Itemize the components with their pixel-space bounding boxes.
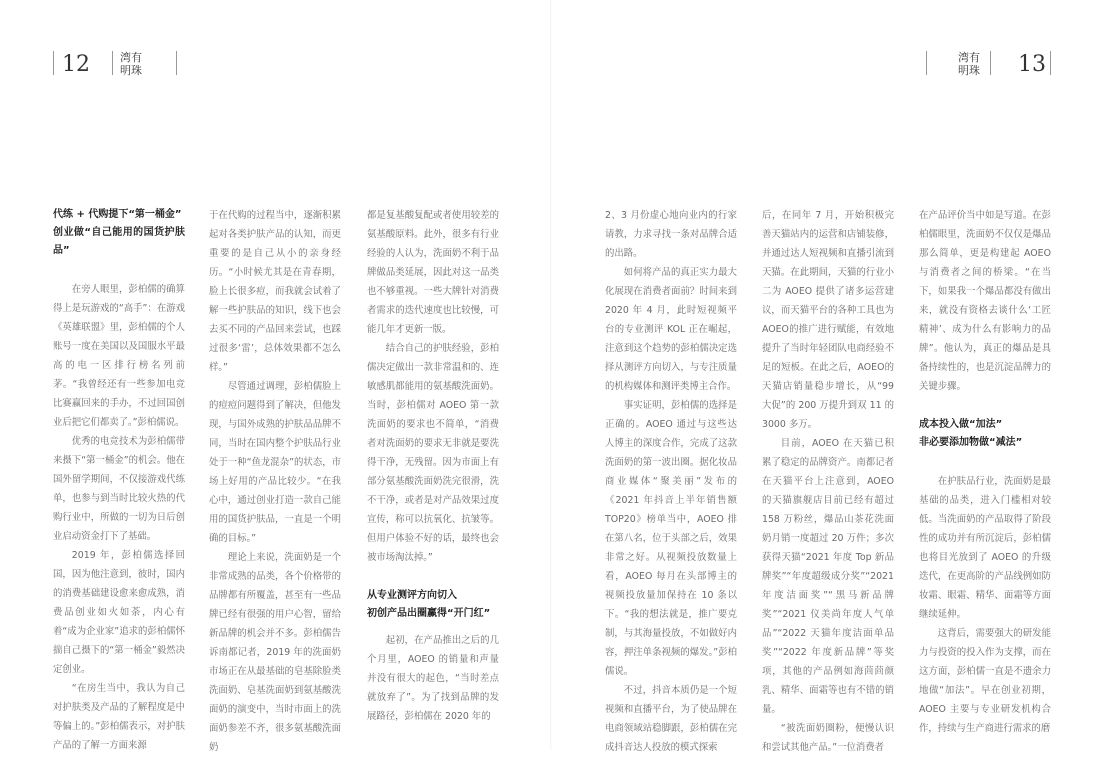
spacer bbox=[367, 567, 499, 587]
paragraph: “在房生当中，我认为自己对护肤类及产品的了解程度是中等偏上的。”彭柏儒表示，对护肤产品的了解一方面来源 bbox=[53, 683, 185, 751]
header-divider bbox=[990, 51, 991, 75]
paragraph: 优秀的电竞技术为彭柏儒带来摄下“第一桶金”的机会。他在国外留学期间，不仅接游戏代练单，也参与到当时比较火热的代购行业中，所做的一切为日后创业启动资金打下了基础。 bbox=[53, 436, 185, 542]
paragraph: 这背后，需要强大的研发能力与投资的投入作为支撑，而在这方面，彭柏儒一直是不遗余力地做“加法”。早在创业初期，AOEO 主要与专业研发机构合作，持续与生产商进行需求的磨 bbox=[919, 628, 1051, 734]
spacer bbox=[53, 260, 185, 280]
spacer bbox=[919, 452, 1051, 472]
article-column-1 bbox=[53, 206, 185, 755]
section-heading: 代练 + 代购提下“第一桶金” 创业做“自己能用的国货护肤品” bbox=[53, 209, 185, 256]
spacer bbox=[367, 623, 499, 631]
header-divider bbox=[53, 51, 54, 75]
header-divider bbox=[112, 51, 113, 75]
magazine-name-right: 湾有 明珠 bbox=[958, 51, 980, 77]
paragraph: 目前，AOEO 在天猫已积累了稳定的品牌资产。南都记者在天猫平台上注意到，AOEO 的天猫旗舰店目前已经有超过 158 万粉丝，爆品山茶花洗面奶月销一度超过 20 万件；多次获得天猫“2021 年度 Top 新品牌奖”“年度超级成分奖”“2021 年度洁面奖”“黑马新品牌奖”“2021 仪美尚年度人气单品”“2022 天猫年度洁面单品奖”“2022 年度新品牌”等奖项，其他的产品例如海茴茴颜乳、精华、面霜等也有不错的销量。 bbox=[762, 438, 894, 715]
article-column-3 bbox=[367, 206, 499, 726]
magazine-name-left: 湾有 明珠 bbox=[120, 51, 142, 77]
section-heading: 从专业测评方向切入 初创产品出圈赢得“开门红” bbox=[367, 590, 491, 619]
header-divider bbox=[1050, 51, 1051, 75]
paragraph: 结合自己的护肤经验，彭柏儒决定做出一款非常温和的、连敏感肌都能用的氨基酸洗面奶。当时，彭柏儒对 AOEO 第一款洗面奶的要求也不简单，“消费者对洗面奶的要求无非就是要洗得干净，无残留。因为市面上有部分氨基酸洗面奶洗完很滑，洗不干净，或者是对产品效果过度宣传，称可以抗氧化、抗皱等。但用户体验不好的话，最终也会被市场淘汰掉。” bbox=[367, 343, 499, 563]
section-heading: 成本投入做“加法” 非必要添加物做“减法” bbox=[919, 419, 1023, 448]
header-divider bbox=[176, 51, 177, 75]
paragraph: 起初，在产品推出之后的几个月里，AOEO 的销量和声量并没有很大的起色，“当时差点就放弃了”。为了找到品牌的发展路径，彭柏儒在 2020 年的 bbox=[367, 635, 499, 722]
spacer bbox=[919, 396, 1051, 416]
paragraph: 于在代购的过程当中，逐渐积累起对各类护肤产品的认知，而更重要的是自己从小的亲身经历。“小时候尤其是在青春期，脸上长很多痘，而我就会试着了解一些护肤品的知识，线下也会去买不同的产品回来尝试，也踩过很多‘雷’，总体效果都不怎么样。” bbox=[209, 210, 341, 373]
paragraph: “被洗面奶圈粉，便慢认识和尝试其他产品。”一位消费者 bbox=[762, 723, 894, 753]
article-column-2 bbox=[209, 206, 341, 757]
paragraph: 2、3 月份虚心地向业内的行家请教，力求寻找一条对品牌合适的出路。 bbox=[605, 210, 737, 259]
article-column-4 bbox=[605, 206, 737, 757]
page-number-left: 12 bbox=[62, 52, 90, 77]
paragraph: 后，在同年 7 月，开始积极完善天猫站内的运营和店铺装修，并通过达人短视频和直播引流到天猫。在此期间，天猫的行业小二为 AOEO 提供了诸多运营建议，而天猫平台的各种工具也为AOEO的推广进行赋能，有效地提升了当时年轻团队电商经验不足的短板。在此之后，AOEO的天猫店销量稳步增长，从“99 大促”的 200 万提升到双 11 的 3000 多万。 bbox=[762, 210, 894, 430]
paragraph: 在旁人眼里，彭柏儒的确算得上是玩游戏的“高手”：在游戏《英雄联盟》里，彭柏儒的个人账号一度在美国以及国服水平最高的电一区排行榜名列前茅。“我曾经还有一些参加电竞比赛赢回来的手办，不过回国创业后把它们都卖了。”彭柏儒说。 bbox=[53, 284, 185, 428]
page-spine bbox=[550, 0, 552, 750]
paragraph: 尽管通过调理，彭柏儒脸上的痘痘问题得到了解决，但他发现，与国外成熟的护肤品品牌不同，当时在国内整个护肤品行业处于一种“鱼龙混杂”的状态，市场上好用的产品比较少。“在我心中，通过创业打造一款自己能用的国货护肤品，一直是一个明确的目标。” bbox=[209, 381, 341, 544]
article-column-6 bbox=[919, 206, 1051, 738]
paragraph: 2019 年，彭柏儒选择回国，因为他注意到，彼时，国内的消费基础建设愈来愈成熟，消费品创业如火如荼，内心有着“成为企业家”追求的彭柏儒怀揣自己摄下的“第一桶金”毅然决定创业。 bbox=[53, 550, 185, 675]
article-column-5 bbox=[762, 206, 894, 757]
paragraph: 理论上来说，洗面奶是一个非常成熟的品类，各个价格带的品牌都有所覆盖，甚至有一些品牌已经有很强的用户心智，留给新品牌的机会并不多。彭柏儒告诉南都记者，2019 年的洗面奶市场正在从最基础的皂基除脸类洗面奶、皂基洗面奶到氨基酸洗面奶的演变中，当时市面上的洗面奶参差不齐，很多氨基酸洗面奶 bbox=[209, 552, 341, 753]
paragraph: 在护肤品行业，洗面奶是最基础的品类，进入门槛相对较低。当洗面奶的产品取得了阶段性的成功并有所沉淀后，彭柏儒也将目光放到了 AOEO 的升级迭代，在更高阶的产品线例如防妆霜、眼霜、精华、面霜等方面继续延伸。 bbox=[919, 476, 1051, 620]
paragraph: 如何将产品的真正实力最大化展现在消费者面前？时间来到 2020 年 4 月，此时短视频平台的专业测评 KOL 正在崛起，注意到这个趋势的彭柏儒决定选择从测评方向切入，与专注质量的机构媒体和测评类博主合作。 bbox=[605, 267, 737, 392]
paragraph: 在产品评价当中如是写道。在彭柏儒眼里，洗面奶不仅仅是爆品那么简单，更是构建起 AOEO 与消费者之间的桥梁。“在当下，如果我一个爆品都没有做出来，就没有资格去谈什么‘工匠精神’、成为什么有影响力的品牌”。他认为，真正的爆品是具备持续性的，也是沉淀品牌力的关键步骤。 bbox=[919, 210, 1051, 392]
header-divider bbox=[926, 51, 927, 75]
paragraph: 事实证明，彭柏儒的选择是正确的。AOEO 通过与这些达人博主的深度合作，完成了这款洗面奶的第一波出圈。据化妆品商业媒体“聚美丽”发布的《2021 年抖音上半年销售额 TOP20》榜单当中，AOEO 排在第八名，位于头部之后，效果非常之好。从视频投放数量上看，AOEO 每月在头部博主的视频投放量加保持在 10 条以下。“我的想法就是，推广要克制，与其海量投放，不如做好内容，押注单条视频的爆发。”彭柏儒说。 bbox=[605, 400, 737, 677]
page-number-right: 13 bbox=[1018, 52, 1046, 77]
paragraph: 都是复基酸复配或者使用较差的氨基酸原料。此外，很多有行业经验的人认为，洗面奶不利于品牌做品类延展，因此对这一品类也不够重视。一些大牌针对消费者需求的迭代速度也比较慢，可能几年才更新一版。 bbox=[367, 210, 499, 335]
paragraph: 不过，抖音本质仍是一个短视频和直播平台，为了使品牌在电商领域站稳脚跟，彭柏儒在完成抖音达人投放的模式探索 bbox=[605, 685, 737, 753]
